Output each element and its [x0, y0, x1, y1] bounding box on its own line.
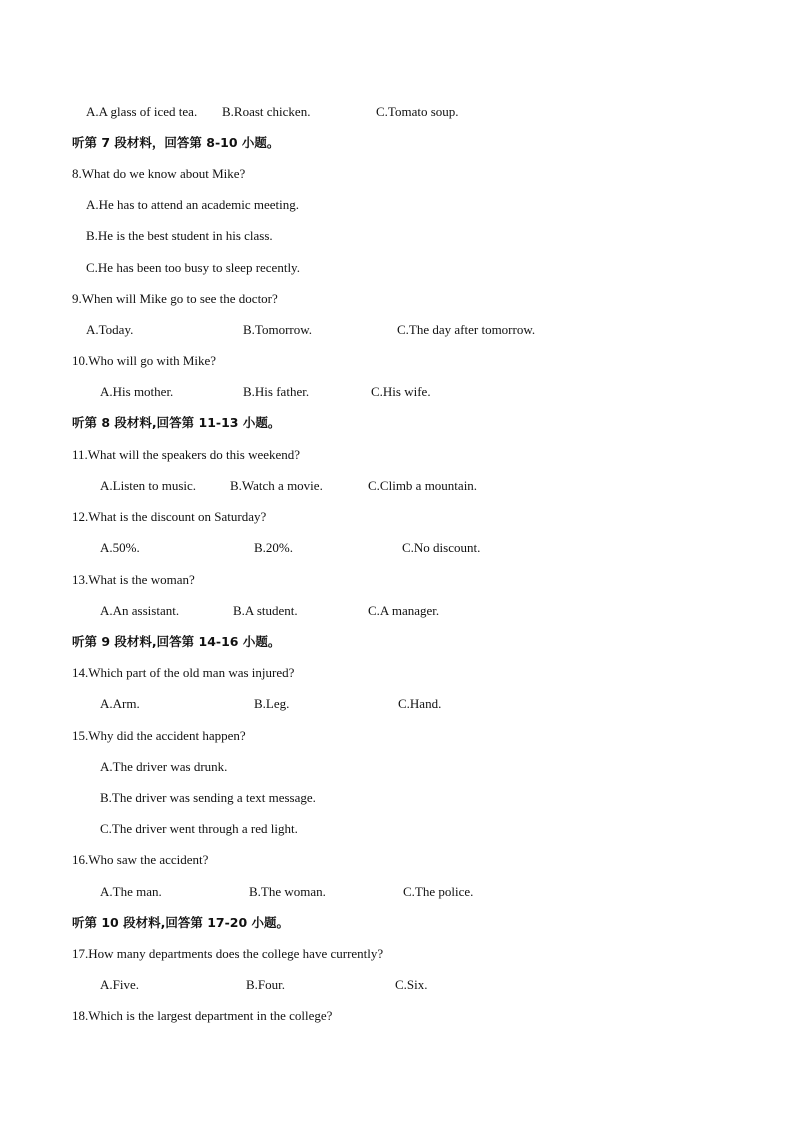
option: A.He has to attend an academic meeting. [86, 197, 299, 212]
option-c: C.The police. [403, 884, 474, 899]
option-b: B.20%. [254, 540, 293, 555]
option-a: A.Today. [86, 322, 134, 337]
option: A.The driver was drunk. [100, 759, 228, 774]
option-b: B.Leg. [254, 696, 290, 711]
option-c: C.His wife. [371, 384, 431, 399]
question: 11.What will the speakers do this weekend? [72, 447, 301, 462]
question: 14.Which part of the old man was injured? [72, 665, 295, 680]
section-header: 听第 9 段材料,回答第 14-16 小题。 [72, 634, 281, 649]
option: B.The driver was sending a text message. [100, 790, 316, 805]
option-a: A.A glass of iced tea. [86, 104, 198, 119]
option-c: C.Climb a mountain. [368, 478, 478, 493]
option-a: A.Five. [100, 977, 139, 992]
option-b: B.The woman. [249, 884, 326, 899]
option-b: B.His father. [243, 384, 310, 399]
option-a: A.An assistant. [100, 603, 180, 618]
option-a: A.50%. [100, 540, 140, 555]
option-b: B.Roast chicken. [222, 104, 311, 119]
option: C.The driver went through a red light. [100, 821, 298, 836]
option-a: A.Listen to music. [100, 478, 197, 493]
question: 16.Who saw the accident? [72, 852, 209, 867]
question: 12.What is the discount on Saturday? [72, 509, 267, 524]
option-a: A.His mother. [100, 384, 174, 399]
option: C.He has been too busy to sleep recently. [86, 260, 300, 275]
option-c: C.No discount. [402, 540, 481, 555]
question: 15.Why did the accident happen? [72, 728, 246, 743]
option-c: C.Six. [395, 977, 428, 992]
section-header: 听第 8 段材料,回答第 11-13 小题。 [72, 415, 281, 430]
question: 13.What is the woman? [72, 572, 195, 587]
option-a: A.The man. [100, 884, 162, 899]
section-header: 听第 7 段材料，回答第 8-10 小题。 [72, 135, 280, 150]
option-b: B.Tomorrow. [243, 322, 313, 337]
option-c: C.Tomato soup. [376, 104, 459, 119]
option-b: B.Watch a movie. [230, 478, 323, 493]
question: 10.Who will go with Mike? [72, 353, 217, 368]
option-c: C.Hand. [398, 696, 442, 711]
option: B.He is the best student in his class. [86, 228, 273, 243]
option-b: B.A student. [233, 603, 298, 618]
question: 9.When will Mike go to see the doctor? [72, 291, 278, 306]
question: 18.Which is the largest department in the college? [72, 1008, 333, 1023]
option-b: B.Four. [246, 977, 286, 992]
question: 8.What do we know about Mike? [72, 166, 246, 181]
question: 17.How many departments does the college have currently? [72, 946, 384, 961]
option-c: C.A manager. [368, 603, 440, 618]
section-header: 听第 10 段材料,回答第 17-20 小题。 [72, 915, 290, 930]
option-c: C.The day after tomorrow. [397, 322, 536, 337]
option-a: A.Arm. [100, 696, 140, 711]
